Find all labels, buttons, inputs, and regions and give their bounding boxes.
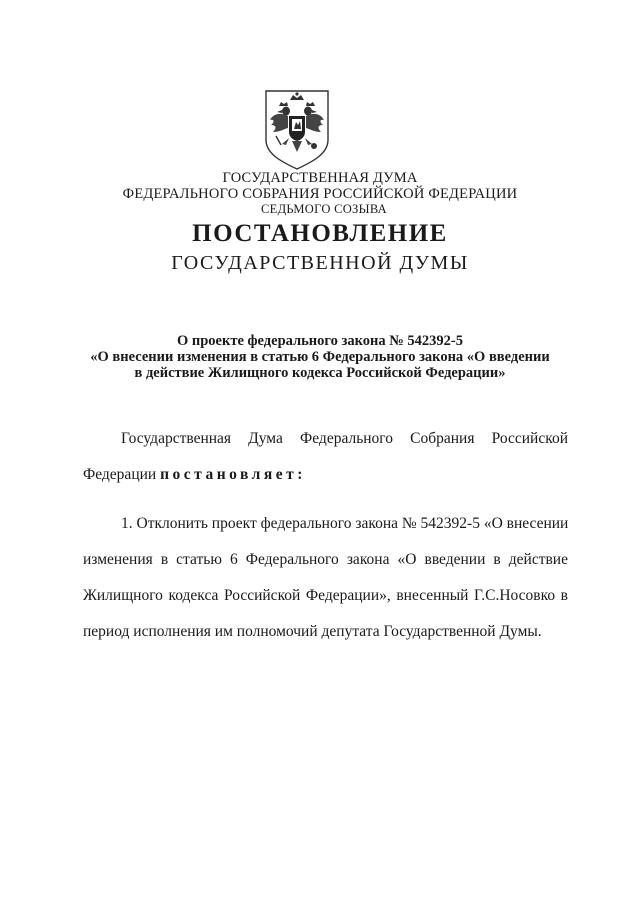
subject-line-3: в действие Жилищного кодекса Российской Федерации» bbox=[134, 365, 506, 381]
preamble-line-2-text: Федерации bbox=[83, 466, 157, 483]
clause-1-line-3: Жилищного кодекса Российской Федерации», внесенный Г.С.Носовко в bbox=[83, 587, 568, 604]
subject-line-2: «О внесении изменения в статью 6 Федерального закона «О введении bbox=[90, 349, 550, 365]
org-name-line-2: ФЕДЕРАЛЬНОГО СОБРАНИЯ РОССИЙСКОЙ ФЕДЕРАЦИИ bbox=[122, 186, 518, 202]
convocation-label: СЕДЬМОГО СОЗЫВА bbox=[261, 202, 387, 216]
clause-1-line-1: 1. Отклонить проект федерального закона № 542392-5 «О внесении bbox=[121, 515, 569, 532]
document-issuer-title: ГОСУДАРСТВЕННОЙ ДУМЫ bbox=[171, 252, 469, 274]
org-name-line-1: ГОСУДАРСТВЕННАЯ ДУМА bbox=[222, 170, 418, 186]
clause-1-line-4: период исполнения им полномочий депутата Государственной Думы. bbox=[83, 623, 542, 640]
clause-1-line-2: изменения в статью 6 Федерального закона «О введении в действие bbox=[83, 551, 568, 568]
subject-line-1: О проекте федерального закона № 542392-5 bbox=[176, 333, 464, 349]
russian-coat-of-arms-icon bbox=[262, 88, 332, 172]
document-type-title: ПОСТАНОВЛЕНИЕ bbox=[192, 220, 448, 247]
preamble-line-1: Государственная Дума Федерального Собрания Российской bbox=[121, 430, 568, 447]
resolution-verb: постановляет: bbox=[160, 466, 306, 483]
preamble-line-2 bbox=[83, 466, 568, 484]
